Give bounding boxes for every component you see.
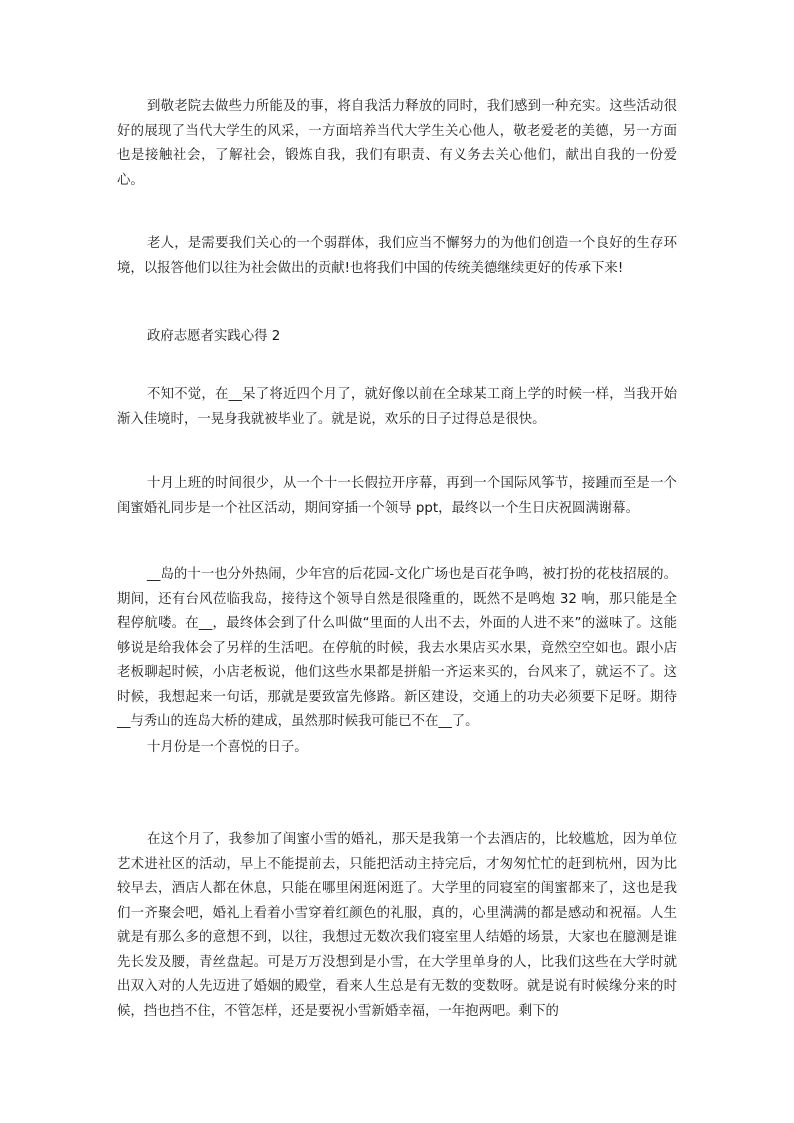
paragraph-october-work: 十月上班的时间很少，从一个十一长假拉开序幕，再到一个国际风筝节，接踵而至是一个闺蜜婚礼同步是一个社区活动，期间穿插一个领导 ppt，最终以一个生日庆祝圆满谢幕。 xyxy=(117,476,677,516)
paragraph-four-months: 不知不觉，在__呆了将近四个月了，就好像以前在全球某工商上学的时候一样，当我开始渐入佳境时，一晃身我就被毕业了。就是说，欢乐的日子过得总是很快。 xyxy=(117,387,677,427)
paragraph-wedding: 在这个月了，我参加了闺蜜小雪的婚礼，那天是我第一个去酒店的，比较尴尬，因为单位艺术进社区的活动，早上不能提前去，只能把活动主持完后，才匆匆忙忙的赶到杭州，因为比较早去，酒店人都在休息，只能在哪里闲逛闲逛了。大学里的同寝室的闺蜜都来了，这也是我们一齐聚会吧，婚礼上看着小雪穿着红颜色的礼服，真的，心里满满的都是感动和祝福。人生就是有那么多的意想不到，以往，我想过无数次我们寝室里人结婚的场景，大家也在臆测是谁先长发及腰，青丝盘起。可是万万没想到是小雪，在大学里单身的人，比我们这些在大学时就出双入对的人先迈进了婚姻的殿堂，看来人生总是有无数的变数呀。就是说有时候缘分来的时候，挡也挡不住，不管怎样，还是要祝小雪新婚幸福，一年抱两吧。剩下的 xyxy=(117,832,677,1019)
paragraph-elderly-care: 老人，是需要我们关心的一个弱群体，我们应当不懈努力的为他们创造一个良好的生存环境，以报答他们以往为社会做出的贡献!也将我们中国的传统美德继续更好的传承下来! xyxy=(117,236,677,276)
paragraph-island-typhoon: __岛的十一也分外热闹，少年宫的后花园-文化广场也是百花争鸣，被打扮的花枝招展的。期间，还有台风莅临我岛，接待这个领导自然是很隆重的，既然不是鸣炮 32 响，那只能是全程停航喽。在__，最终体会到了什么叫做“里面的人出不去，外面的人进不来”的滋味了。这能够说是给我体会了另样的生活吧。在停航的时候，我去水果店买水果，竟然空空如也。跟小店老板聊起时候，小店老板说，他们这些水果都是拼船一齐运来买的，台风来了，就运不了。这时候，我想起来一句话，那就是要致富先修路。新区建设，交通上的功夫必须要下足呀。期待__与秀山的连岛大桥的建成，虽然那时候我可能已不在__了。 xyxy=(117,567,677,729)
paragraph-volunteer-nursing-home: 到敬老院去做些力所能及的事，将自我活力释放的同时，我们感到一种充实。这些活动很好的展现了当代大学生的风采，一方面培养当代大学生关心他人，敬老爱老的美德，另一方面也是接触社会，了解社会，锻炼自我，我们有职责、有义务去关心他们，献出自我的一份爱心。 xyxy=(117,99,677,188)
section-heading: 政府志愿者实践心得 2 xyxy=(147,329,281,344)
paragraph-october-joy: 十月份是一个喜悦的日子。 xyxy=(147,740,308,755)
